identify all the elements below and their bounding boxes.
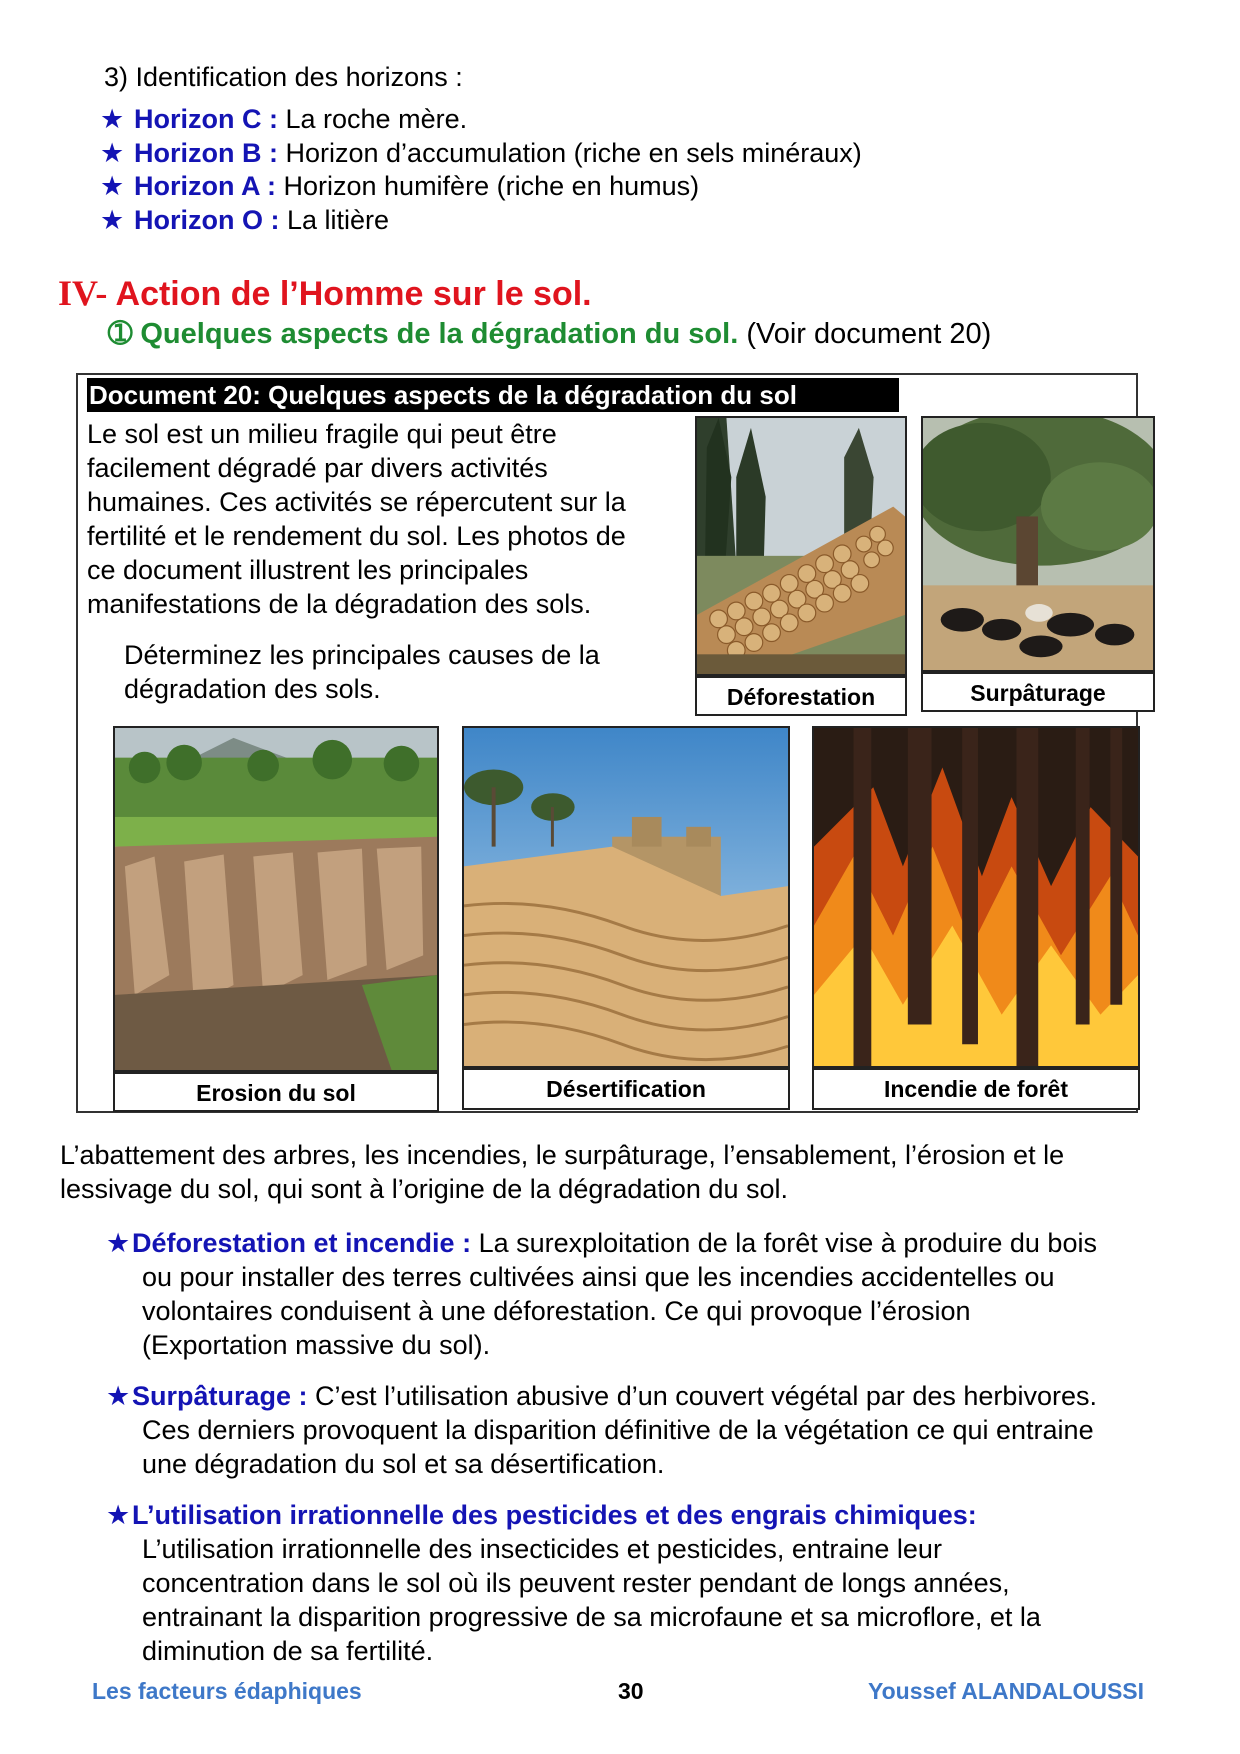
star-icon: ★ — [100, 205, 125, 235]
document-question: Déterminez les principales causes de la dégradation des sols. — [124, 640, 600, 704]
star-icon: ★ — [100, 171, 125, 201]
cause-item: ★Déforestation et incendie : La surexploitation de la forêt vise à produire du bois ou pour installer des terres cultivées ainsi que les incendies accidentelles ou volontaires conduisent à une déforestation. Ce qui provoque l’érosion (Exportation massive du sol). — [106, 1228, 1097, 1360]
star-icon: ★ — [106, 1228, 131, 1258]
horizons-intro: 3) Identification des horizons : — [104, 62, 463, 92]
forest-fire-caption: Incendie de forêt — [812, 1068, 1140, 1110]
document-heading: Document 20: Quelques aspects de la dégradation du sol — [87, 378, 899, 412]
page-number: 30 — [618, 1678, 644, 1704]
footer-author: Youssef ALANDALOUSSI — [868, 1678, 1145, 1704]
horizon-item: ★ Horizon A : Horizon humifère (riche en humus) — [100, 171, 700, 201]
desertification-caption: Désertification — [462, 1068, 790, 1110]
horizon-item: ★ Horizon B : Horizon d’accumulation (riche en sels minéraux) — [100, 138, 862, 168]
footer-left: Les facteurs édaphiques — [92, 1678, 362, 1704]
overgrazing-caption: Surpâturage — [921, 672, 1155, 712]
document-intro: Le sol est un milieu fragile qui peut être facilement dégradé par divers activités humaines. Ces activités se répercutent sur la fertilité et le rendement du sol. Les photos de ce document illustrent les principales manifestations de la dégradation des sols. — [87, 419, 626, 619]
overgrazing-photo — [921, 416, 1155, 672]
star-icon: ★ — [100, 104, 125, 134]
cause-item: ★L’utilisation irrationnelle des pesticides et des engrais chimiques: L’utilisation irrationnelle des insecticides et pesticides, entraine leur concentration dans le sol où ils peuvent rester pendant de longs années, entrainant la disparition progressive de sa microfaune et sa microflore, et la diminution de sa fertilité. — [106, 1500, 1041, 1666]
deforestation-photo — [695, 416, 907, 676]
section-title: IV- Action de l’Homme sur le sol. — [58, 273, 592, 313]
star-icon: ★ — [106, 1381, 131, 1411]
star-icon: ★ — [100, 138, 125, 168]
star-icon: ★ — [106, 1500, 131, 1530]
sub-title: ➀ Quelques aspects de la dégradation du sol. (Voir document 20) — [108, 318, 992, 350]
erosion-photo — [113, 726, 439, 1072]
cause-item: ★Surpâturage : C’est l’utilisation abusive d’un couvert végétal par des herbivores. Ces derniers provoquent la disparition définitive de la végétation ce qui entraine une dégradation du sol et sa désertification. — [106, 1381, 1097, 1479]
desertification-photo — [462, 726, 790, 1068]
circled-one-icon: ➀ — [108, 318, 133, 350]
summary-paragraph: L’abattement des arbres, les incendies, le surpâturage, l’ensablement, l’érosion et le lessivage du sol, qui sont à l’origine de la dégradation du sol. — [60, 1140, 1065, 1204]
horizon-item: ★ Horizon C : La roche mère. — [100, 104, 468, 134]
deforestation-caption: Déforestation — [695, 676, 907, 716]
horizon-item: ★ Horizon O : La litière — [100, 205, 390, 235]
forest-fire-photo — [812, 726, 1140, 1068]
erosion-caption: Erosion du sol — [113, 1072, 439, 1112]
